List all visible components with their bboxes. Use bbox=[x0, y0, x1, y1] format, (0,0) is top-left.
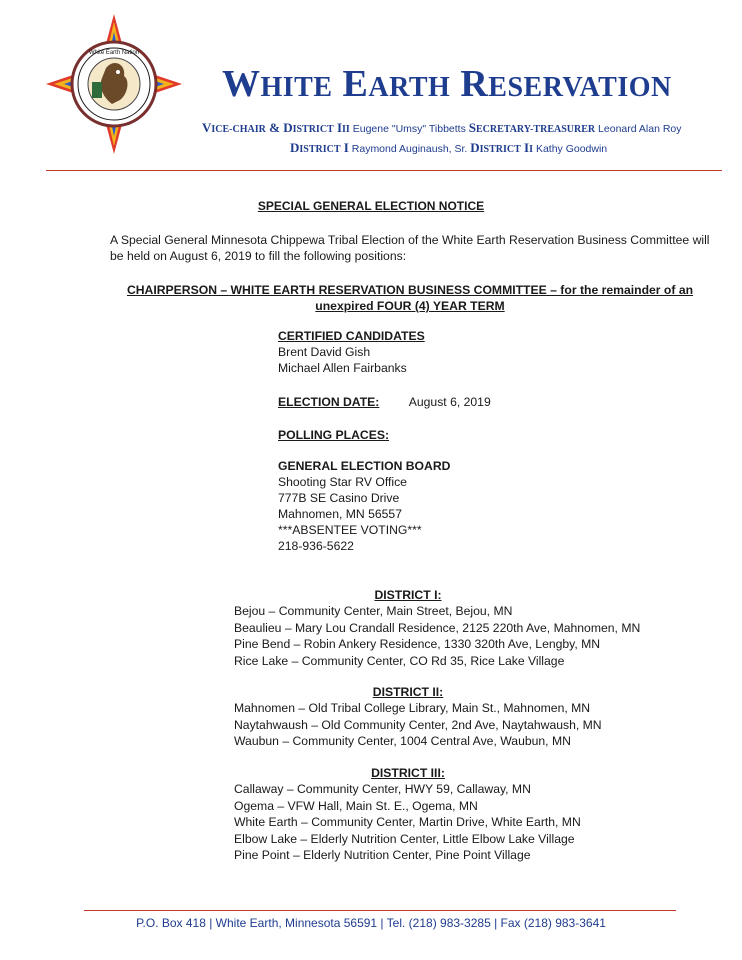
officers-line-2 bbox=[202, 139, 722, 159]
polling-place: Ogema – VFW Hall, Main St. E., Ogema, MN bbox=[234, 798, 478, 813]
polling-place: Rice Lake – Community Center, CO Rd 35, Rice Lake Village bbox=[234, 653, 565, 668]
officer-role-text: SECRETARY-TREASURER bbox=[468, 120, 596, 135]
board-line: ***ABSENTEE VOTING*** bbox=[278, 523, 422, 537]
notice-intro: A Special General Minnesota Chippewa Tribal Election of the White Earth Reservation Business Committee will be held on August 6, 2019 to fill the following positions: bbox=[110, 233, 710, 263]
seal-text: White Earth Nation bbox=[88, 50, 140, 56]
polling-place: Pine Bend – Robin Ankery Residence, 1330 320th Ave, Lengby, MN bbox=[234, 637, 601, 651]
district-3-places bbox=[234, 781, 581, 864]
officer-role bbox=[470, 140, 533, 155]
general-election-board bbox=[278, 458, 450, 554]
header-divider bbox=[46, 170, 722, 171]
officer-name: Leonard Alan Roy bbox=[598, 123, 682, 135]
board-heading: GENERAL ELECTION BOARD bbox=[278, 459, 451, 473]
officers-line-1 bbox=[202, 119, 722, 139]
district-2-heading: DISTRICT II: bbox=[372, 685, 444, 699]
officer-role bbox=[290, 140, 349, 155]
page-title-text: WHITE EARTH RESERVATION bbox=[222, 63, 672, 105]
polling-place: Callaway – Community Center, HWY 59, Callaway, MN bbox=[234, 782, 531, 796]
officer-role-text: DISTRICT II bbox=[470, 140, 534, 155]
officer-role bbox=[202, 120, 350, 135]
polling-place: Elbow Lake – Elderly Nutrition Center, Little Elbow Lake Village bbox=[234, 831, 575, 846]
polling-place: Naytahwaush – Old Community Center, 2nd Ave, Naytahwaush, MN bbox=[234, 717, 602, 732]
footer-contact: P.O. Box 418 | White Earth, Minnesota 56591 | Tel. (218) 983-3285 | Fax (218) 983-3641 bbox=[136, 916, 606, 930]
officer-role-text: DISTRICT I bbox=[290, 140, 349, 155]
election-date-value: August 6, 2019 bbox=[408, 395, 491, 409]
election-date-label: ELECTION DATE: bbox=[278, 395, 380, 409]
polling-place: Mahnomen – Old Tribal College Library, Main St., Mahnomen, MN bbox=[234, 701, 591, 715]
district-1-heading: DISTRICT I: bbox=[374, 588, 442, 602]
page-title bbox=[222, 62, 702, 110]
district-3-heading: DISTRICT III: bbox=[371, 766, 445, 780]
board-line: 218-936-5622 bbox=[278, 539, 354, 553]
candidates-heading: CERTIFIED CANDIDATES bbox=[278, 329, 425, 343]
officer-name: Eugene "Umsy" Tibbetts bbox=[352, 123, 466, 135]
board-line: Mahnomen, MN 56557 bbox=[278, 507, 402, 521]
notice-heading: SPECIAL GENERAL ELECTION NOTICE bbox=[257, 199, 485, 213]
officer-name: Kathy Goodwin bbox=[535, 143, 608, 155]
board-line: 777B SE Casino Drive bbox=[278, 491, 400, 505]
polling-place: Beaulieu – Mary Lou Crandall Residence, 2125 220th Ave, Mahnomen, MN bbox=[234, 620, 641, 635]
footer-divider bbox=[84, 910, 676, 911]
polling-place: Waubun – Community Center, 1004 Central Ave, Waubun, MN bbox=[234, 734, 571, 748]
polling-places-heading bbox=[278, 427, 389, 443]
district-2-places bbox=[234, 700, 602, 750]
polling-places-label: POLLING PLACES: bbox=[278, 428, 390, 442]
polling-place: Pine Point – Elderly Nutrition Center, Pine Point Village bbox=[234, 848, 531, 862]
district-1-places bbox=[234, 603, 640, 669]
candidate-name: Michael Allen Fairbanks bbox=[278, 361, 407, 375]
board-line: Shooting Star RV Office bbox=[278, 475, 407, 489]
officer-role-text: VICE-CHAIR & DISTRICT III bbox=[202, 120, 350, 135]
polling-place: Bejou – Community Center, Main Street, Bejou, MN bbox=[234, 604, 513, 618]
polling-place: White Earth – Community Center, Martin Drive, White Earth, MN bbox=[234, 815, 581, 829]
officer-name: Raymond Auginaush, Sr. bbox=[351, 143, 468, 155]
white-earth-seal-logo bbox=[46, 14, 182, 154]
election-date-block bbox=[278, 394, 491, 410]
candidate-name: Brent David Gish bbox=[278, 345, 371, 359]
position-heading: CHAIRPERSON – WHITE EARTH RESERVATION BUSINESS COMMITTEE – for the remainder of an unexpired FOUR (4) YEAR TERM bbox=[126, 283, 694, 313]
candidates-block bbox=[278, 328, 425, 376]
officer-list bbox=[202, 119, 722, 159]
officer-role bbox=[469, 120, 595, 135]
